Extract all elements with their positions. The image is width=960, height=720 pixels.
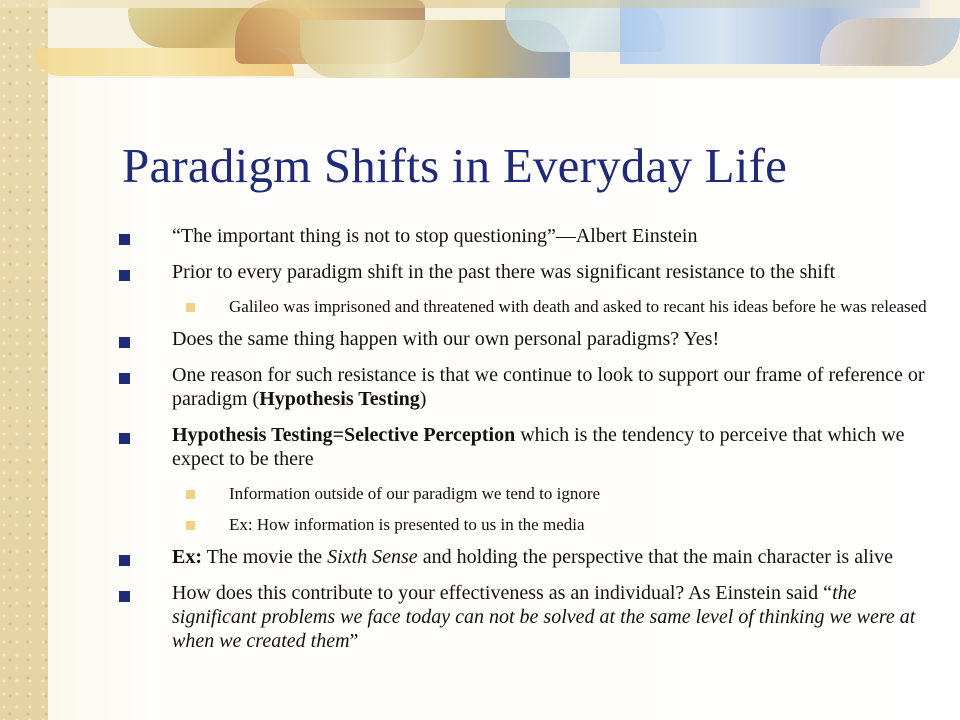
bullet-item bbox=[114, 327, 934, 351]
bullet-text: “The important thing is not to stop questioning”—Albert Einstein bbox=[172, 225, 698, 247]
italic-title: Sixth Sense bbox=[327, 546, 418, 568]
sub-bullet-item bbox=[114, 514, 934, 535]
square-bullet-icon bbox=[119, 234, 130, 245]
bullet-text: Prior to every paradigm shift in the past there was significant resistance to the shift bbox=[172, 261, 836, 283]
bullet-list bbox=[114, 224, 934, 665]
slide-title: Paradigm Shifts in Everyday Life bbox=[122, 138, 788, 193]
bold-term: Hypothesis Testing bbox=[259, 388, 420, 410]
bullet-text-end: and holding the perspective that the main character is alive bbox=[417, 546, 894, 568]
decorative-left-band bbox=[0, 0, 48, 720]
bold-term: Hypothesis Testing=Selective Perception bbox=[172, 424, 516, 446]
square-bullet-icon bbox=[119, 337, 130, 348]
bullet-item bbox=[114, 545, 934, 569]
bullet-text-end: ” bbox=[349, 630, 359, 652]
decorative-leaf-banner bbox=[0, 0, 960, 82]
sub-bullet-text: Ex: How information is presented to us in the media bbox=[229, 515, 585, 534]
square-sub-bullet-icon bbox=[186, 303, 195, 312]
square-bullet-icon bbox=[119, 270, 130, 281]
bullet-text-start: How does this contribute to your effectiveness as an individual? As Einstein said “ bbox=[172, 582, 833, 604]
square-bullet-icon bbox=[119, 591, 130, 602]
bullet-text-middle: The movie the bbox=[202, 546, 328, 568]
bullet-text-start: One reason for such resistance is that we continue to look to support our frame of reference or paradigm ( bbox=[172, 364, 925, 410]
square-sub-bullet-icon bbox=[186, 490, 195, 499]
bold-term: Ex: bbox=[172, 546, 202, 568]
square-bullet-icon bbox=[119, 555, 130, 566]
bullet-item bbox=[114, 260, 934, 284]
bullet-item bbox=[114, 224, 934, 248]
square-sub-bullet-icon bbox=[186, 521, 195, 530]
bullet-text-end: ) bbox=[419, 388, 427, 410]
sub-bullet-item bbox=[114, 296, 934, 317]
bullet-item bbox=[114, 581, 934, 653]
italic-quote: the significant problems we face today can not be solved at the same level of thinking we were at when we created them bbox=[172, 582, 916, 652]
sub-bullet-text: Information outside of our paradigm we tend to ignore bbox=[229, 484, 601, 503]
sub-bullet-text: Galileo was imprisoned and threatened with death and asked to recant his ideas before he was released bbox=[229, 297, 927, 316]
sub-bullet-item bbox=[114, 483, 934, 504]
bullet-text-end: which is the tendency to perceive that which we expect to be there bbox=[172, 424, 905, 470]
square-bullet-icon bbox=[119, 373, 130, 384]
bullet-item bbox=[114, 423, 934, 471]
bullet-text: Does the same thing happen with our own personal paradigms? Yes! bbox=[172, 328, 720, 350]
bullet-item bbox=[114, 363, 934, 411]
square-bullet-icon bbox=[119, 433, 130, 444]
